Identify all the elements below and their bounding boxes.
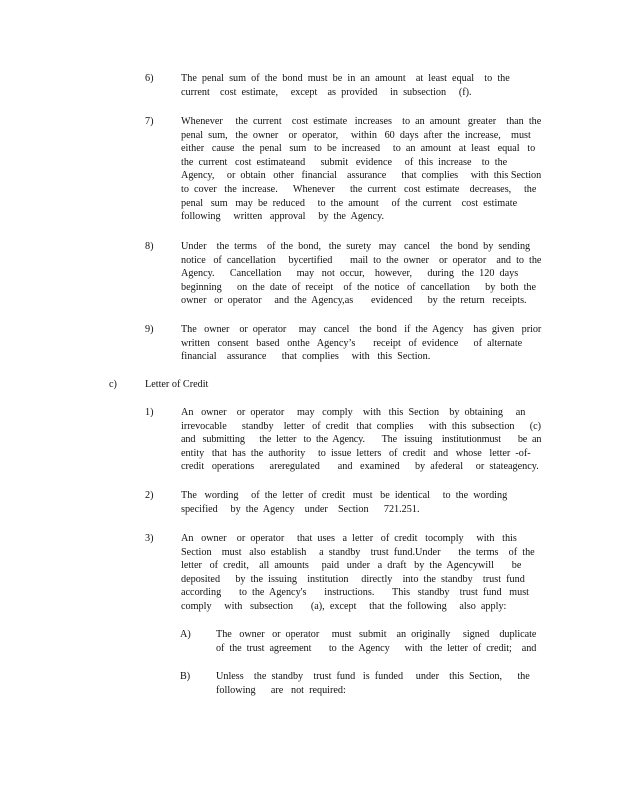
section-label: c): [109, 379, 117, 390]
item-text-line: entity that has the authority to issue letters of credit and whose letter -of-: [181, 447, 531, 459]
item-text-line: credit operations areregulated and examined by afederal or stateagency.: [181, 461, 539, 473]
item-text-line: according to the Agency's instructions. This standby trust fund must: [181, 587, 529, 599]
item-text-line: and submitting the letter to the Agency. The issuing institutionmust be an: [181, 434, 542, 446]
item-text-line: current cost estimate, except as provided in subsection (f).: [181, 86, 472, 98]
item-text-line: the current cost estimateand submit evidence of this increase to the: [181, 156, 508, 168]
item-text-line: comply with subsection (a), except that the following also apply:: [181, 601, 507, 612]
item-label: 7): [145, 116, 154, 127]
item-text-line: financial assurance that complies with this Section.: [181, 351, 431, 363]
item-text-line: to cover the increase. Whenever the current cost estimate decreases, the: [181, 184, 537, 195]
item-text-line: penal sum may be reduced to the amount of the current cost estimate: [181, 197, 518, 209]
item-text-line: following written approval by the Agency.: [181, 211, 385, 223]
item-text-line: letter of credit, all amounts paid under a draft by the Agencywill be: [181, 560, 522, 572]
item-text-line: either cause the penal sum to be increased to an amount at least equal to: [181, 143, 536, 155]
item-label: 1): [145, 407, 154, 418]
item-label: 6): [145, 73, 154, 84]
item-text-line: Whenever the current cost estimate increases to an amount greater than the: [181, 116, 542, 127]
item-text-line: of the trust agreement to the Agency with the letter of credit; and: [216, 642, 537, 654]
item-text-line: Agency, or obtain other financial assurance that complies with this Section: [181, 170, 542, 182]
item-text-line: The owner or operator may cancel the bond if the Agency has given prior: [181, 324, 542, 335]
item-text-line: specified by the Agency under Section 721.251.: [181, 503, 420, 515]
item-label: A): [180, 629, 191, 640]
item-text-line: The penal sum of the bond must be in an amount at least equal to the: [181, 73, 510, 84]
item-text-line: owner or operator and the Agency,as evidenced by the return receipts.: [181, 295, 527, 307]
item-text-line: Unless the standby trust fund is funded under this Section, the: [216, 671, 530, 682]
item-label: 3): [145, 533, 154, 544]
item-text-line: following are not required:: [216, 684, 346, 696]
item-text-line: written consent based onthe Agency’s receipt of evidence of alternate: [181, 337, 523, 349]
item-text-line: The wording of the letter of credit must be identical to the wording: [181, 490, 508, 501]
item-text-line: beginning on the date of receipt of the notice of cancellation by both the: [181, 281, 537, 293]
section-title: Letter of Credit: [145, 379, 209, 390]
item-text-line: An owner or operator may comply with this Section by obtaining an: [181, 407, 526, 418]
item-label: 9): [145, 324, 154, 335]
item-text-line: Section must also establish a standby trust fund.Under the terms of the: [181, 546, 535, 558]
item-text-line: The owner or operator must submit an originally signed duplicate: [216, 629, 537, 640]
item-text-line: Under the terms of the bond, the surety may cancel the bond by sending: [181, 241, 531, 252]
item-text-line: An owner or operator that uses a letter of credit tocomply with this: [181, 533, 517, 544]
item-text-line: irrevocable standby letter of credit that complies with this subsection (c): [181, 420, 542, 432]
item-text-line: penal sum, the owner or operator, within 60 days after the increase, must: [181, 129, 531, 141]
item-text-line: Agency. Cancellation may not occur, however, during the 120 days: [181, 268, 519, 280]
item-label: B): [180, 671, 191, 682]
item-text-line: notice of cancellation bycertified mail to the owner or operator and to the: [181, 254, 542, 266]
item-text-line: deposited by the issuing institution directly into the standby trust fund: [181, 573, 525, 585]
item-label: 8): [145, 241, 154, 252]
item-label: 2): [145, 490, 154, 501]
